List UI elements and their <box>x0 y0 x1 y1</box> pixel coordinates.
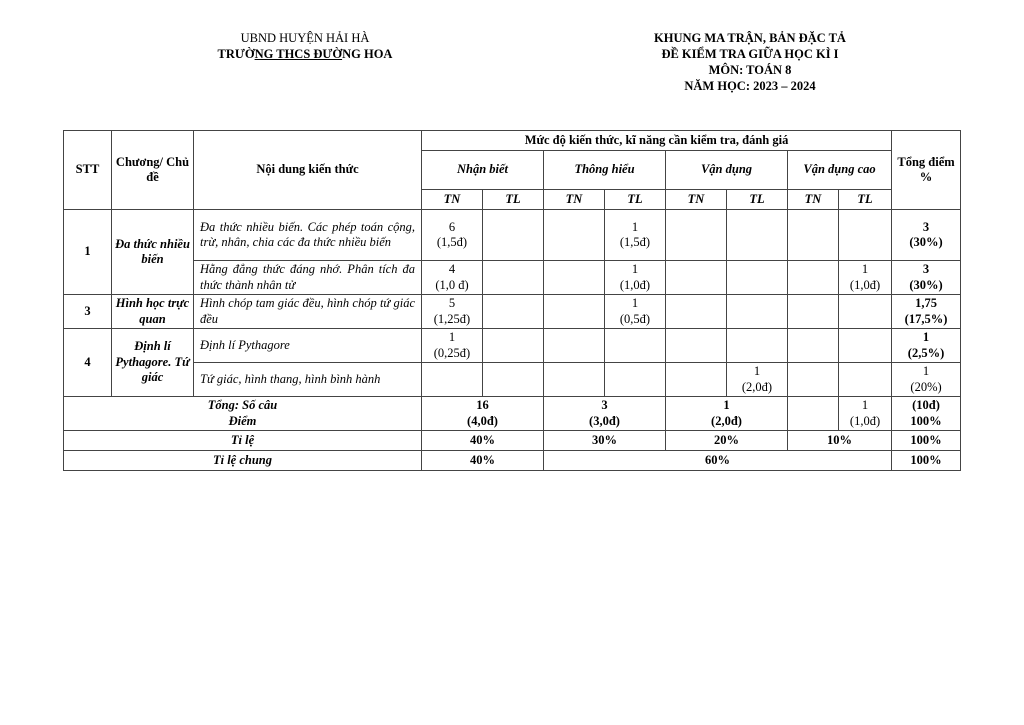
cell-vdc-tl <box>839 210 892 261</box>
cell-vd-tn <box>666 261 727 295</box>
table-row <box>64 295 961 329</box>
cell-vd-tl <box>727 295 788 329</box>
doc-year: NĂM HỌC: 2023 – 2024 <box>684 79 816 93</box>
cell-vdc-tl <box>839 295 892 329</box>
header-right <box>590 30 910 94</box>
header-tl: TL <box>605 190 666 210</box>
cell-vd-tn <box>666 295 727 329</box>
ratio-nb: 40% <box>422 431 544 451</box>
cell-nb-tl <box>483 329 544 363</box>
cell-vd-tn <box>666 329 727 363</box>
header-tl: TL <box>727 190 788 210</box>
cell-vdc-tn <box>788 210 839 261</box>
school-name: TRƯỜNG THCS ĐƯỜNG HOA <box>217 47 393 61</box>
header-left <box>180 30 430 62</box>
cell-nb-tn: 1 (0,25đ) <box>422 329 483 363</box>
cell-total: 1 (20%) <box>892 363 961 397</box>
cell-nb-tn: 5 (1,25đ) <box>422 295 483 329</box>
cell-nb-tl <box>483 295 544 329</box>
table-row <box>64 210 961 261</box>
cell-nb-tl <box>483 261 544 295</box>
summary-total: (10đ) 100% <box>892 397 961 431</box>
cell-vdc-tl: 1 (1,0đ) <box>839 261 892 295</box>
row-content: Đa thức nhiều biến. Các phép toán cộng, trừ, nhân, chia các đa thức nhiều biến <box>194 210 422 261</box>
header-level-van-dung: Vận dụng <box>666 151 788 190</box>
ratio-label: Tỉ lệ <box>64 431 422 451</box>
header-content: Nội dung kiến thức <box>194 131 422 210</box>
cell-th-tn <box>544 210 605 261</box>
district-name: UBND HUYỆN HẢI HÀ <box>240 31 370 45</box>
cell-th-tn <box>544 261 605 295</box>
cell-vdc-tn <box>788 363 839 397</box>
row-chapter: Hình học trực quan <box>112 295 194 329</box>
doc-title: KHUNG MA TRẬN, BẢN ĐẶC TẢ <box>654 31 846 45</box>
cell-nb-tl <box>483 210 544 261</box>
cell-vd-tl: 1 (2,0đ) <box>727 363 788 397</box>
ratio-vdc: 10% <box>788 431 892 451</box>
row-chapter: Đa thức nhiều biến <box>112 210 194 295</box>
cell-th-tn <box>544 363 605 397</box>
cell-nb-tl <box>483 363 544 397</box>
cell-th-tl: 1 (1,5đ) <box>605 210 666 261</box>
summary-th: 3 (3,0đ) <box>544 397 666 431</box>
cell-th-tl: 1 (1,0đ) <box>605 261 666 295</box>
cell-nb-tn <box>422 363 483 397</box>
cell-th-tn <box>544 329 605 363</box>
header-levels-title: Mức độ kiến thức, kĩ năng cần kiểm tra, đánh giá <box>422 131 892 151</box>
summary-label: Tổng: Số câu Điểm <box>64 397 422 431</box>
header-total: Tổng điểm % <box>892 131 961 210</box>
summary-nb: 16 (4,0đ) <box>422 397 544 431</box>
summary-vd: 1 (2,0đ) <box>666 397 788 431</box>
header-stt: STT <box>64 131 112 210</box>
ratio-common-advanced: 60% <box>544 451 892 471</box>
header-level-thong-hieu: Thông hiểu <box>544 151 666 190</box>
summary-vdc-tn <box>788 397 839 431</box>
cell-vd-tl <box>727 329 788 363</box>
row-chapter: Định lí Pythagore. Tứ giác <box>112 329 194 397</box>
ratio-row <box>64 431 961 451</box>
summary-row <box>64 397 961 431</box>
ratio-common-row <box>64 451 961 471</box>
header-tn: TN <box>788 190 839 210</box>
ratio-th: 30% <box>544 431 666 451</box>
row-stt: 1 <box>64 210 112 295</box>
row-stt: 4 <box>64 329 112 397</box>
header-level-nhan-biet: Nhận biết <box>422 151 544 190</box>
cell-vd-tn <box>666 363 727 397</box>
header-tl: TL <box>839 190 892 210</box>
ratio-common-label: Tỉ lệ chung <box>64 451 422 471</box>
cell-vd-tn <box>666 210 727 261</box>
cell-th-tl <box>605 329 666 363</box>
doc-subtitle: ĐỀ KIỂM TRA GIỮA HỌC KÌ I <box>661 47 839 61</box>
cell-vdc-tn <box>788 261 839 295</box>
cell-total: 3 (30%) <box>892 261 961 295</box>
cell-total: 1,75 (17,5%) <box>892 295 961 329</box>
ratio-common-basic: 40% <box>422 451 544 471</box>
table-row <box>64 261 961 295</box>
row-stt: 3 <box>64 295 112 329</box>
cell-th-tl: 1 (0,5đ) <box>605 295 666 329</box>
cell-vd-tl <box>727 261 788 295</box>
cell-vdc-tn <box>788 295 839 329</box>
row-content: Tứ giác, hình thang, hình bình hành <box>194 363 422 397</box>
ratio-total: 100% <box>892 431 961 451</box>
header-level-van-dung-cao: Vận dụng cao <box>788 151 892 190</box>
matrix-table <box>63 130 961 471</box>
summary-vdc-tl: 1 (1,0đ) <box>839 397 892 431</box>
cell-vd-tl <box>727 210 788 261</box>
cell-vdc-tn <box>788 329 839 363</box>
cell-total: 3 (30%) <box>892 210 961 261</box>
cell-nb-tn: 4 (1,0 đ) <box>422 261 483 295</box>
header-chapter: Chương/ Chủ đề <box>112 131 194 210</box>
row-content: Hình chóp tam giác đều, hình chóp tứ giác đều <box>194 295 422 329</box>
header-tn: TN <box>544 190 605 210</box>
ratio-vd: 20% <box>666 431 788 451</box>
cell-th-tl <box>605 363 666 397</box>
cell-vdc-tl <box>839 363 892 397</box>
cell-nb-tn: 6 (1,5đ) <box>422 210 483 261</box>
header-tn: TN <box>666 190 727 210</box>
header-tn: TN <box>422 190 483 210</box>
table-row <box>64 363 961 397</box>
table-row <box>64 329 961 363</box>
header-tl: TL <box>483 190 544 210</box>
ratio-common-total: 100% <box>892 451 961 471</box>
cell-vdc-tl <box>839 329 892 363</box>
cell-total: 1 (2,5%) <box>892 329 961 363</box>
row-content: Hằng đẳng thức đáng nhớ. Phân tích đa thức thành nhân tử <box>194 261 422 295</box>
doc-subject: MÔN: TOÁN 8 <box>708 63 792 77</box>
row-content: Định lí Pythagore <box>194 329 422 363</box>
cell-th-tn <box>544 295 605 329</box>
